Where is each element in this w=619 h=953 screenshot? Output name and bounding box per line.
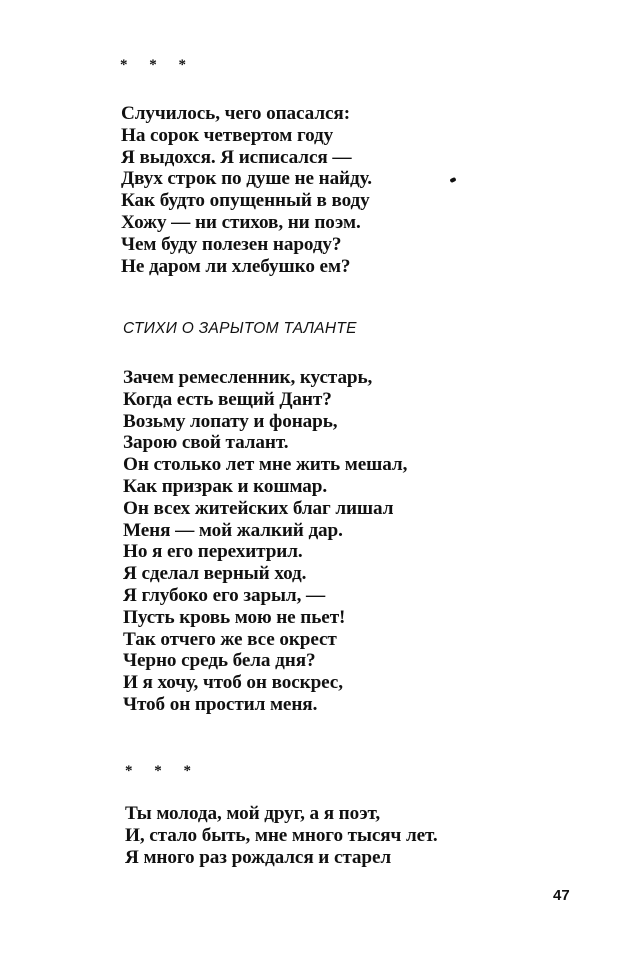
poem-line: Я выдохся. Я исписался — xyxy=(121,146,352,168)
poem-line: Я глубоко его зарыл, — xyxy=(123,584,326,606)
poem-line: Ты молода, мой друг, а я поэт, xyxy=(125,803,381,824)
poem-line: Пусть кровь мою не пьет! xyxy=(123,606,346,628)
section-separator-2: * * * xyxy=(125,763,200,779)
poem-line: Так отчего же все окрест xyxy=(123,628,337,650)
poem-line: Я сделал верный ход. xyxy=(123,563,307,585)
poem-3-stanza xyxy=(125,803,438,868)
poem-line: Чем буду полезен народу? xyxy=(121,233,342,255)
poem-title: СТИХИ О ЗАРЫТОМ ТАЛАНТЕ xyxy=(123,320,357,337)
poem-line: И я хочу, чтоб он воскрес, xyxy=(123,672,343,694)
poem-1-stanza xyxy=(121,103,372,277)
poem-line: Случилось, чего опасался: xyxy=(121,103,350,124)
poem-line: Но я его перехитрил. xyxy=(123,541,303,563)
poem-line: Когда есть вещий Дант? xyxy=(123,388,332,410)
poem-line: Я много раз рождался и старел xyxy=(125,846,392,868)
poem-line: Черно средь бела дня? xyxy=(123,650,316,672)
poem-line: И, стало быть, мне много тысяч лет. xyxy=(125,824,438,846)
poem-line: Двух строк по душе не найду. xyxy=(121,168,372,190)
poem-line: Хожу — ни стихов, ни поэм. xyxy=(121,211,361,233)
poem-line: Как будто опущенный в воду xyxy=(121,190,370,212)
poem-line: Меня — мой жалкий дар. xyxy=(123,519,343,541)
page-number: 47 xyxy=(553,887,570,904)
print-speck xyxy=(449,177,456,183)
poem-line: Он столько лет мне жить мешал, xyxy=(123,454,408,476)
poem-line: Он всех житейских благ лишал xyxy=(123,497,394,519)
poem-line: На сорок четвертом году xyxy=(121,124,334,146)
poem-line: Зарою свой талант. xyxy=(123,432,289,454)
section-separator-1: * * * xyxy=(120,57,195,73)
poem-line: Не даром ли хлебушко ем? xyxy=(121,255,351,277)
poem-line: Чтоб он простил меня. xyxy=(123,693,318,715)
poem-line: Возьму лопату и фонарь, xyxy=(123,410,338,432)
poem-line: Как призрак и кошмар. xyxy=(123,475,328,497)
poem-2-stanza xyxy=(123,367,407,716)
poem-line: Зачем ремесленник, кустарь, xyxy=(123,367,373,388)
